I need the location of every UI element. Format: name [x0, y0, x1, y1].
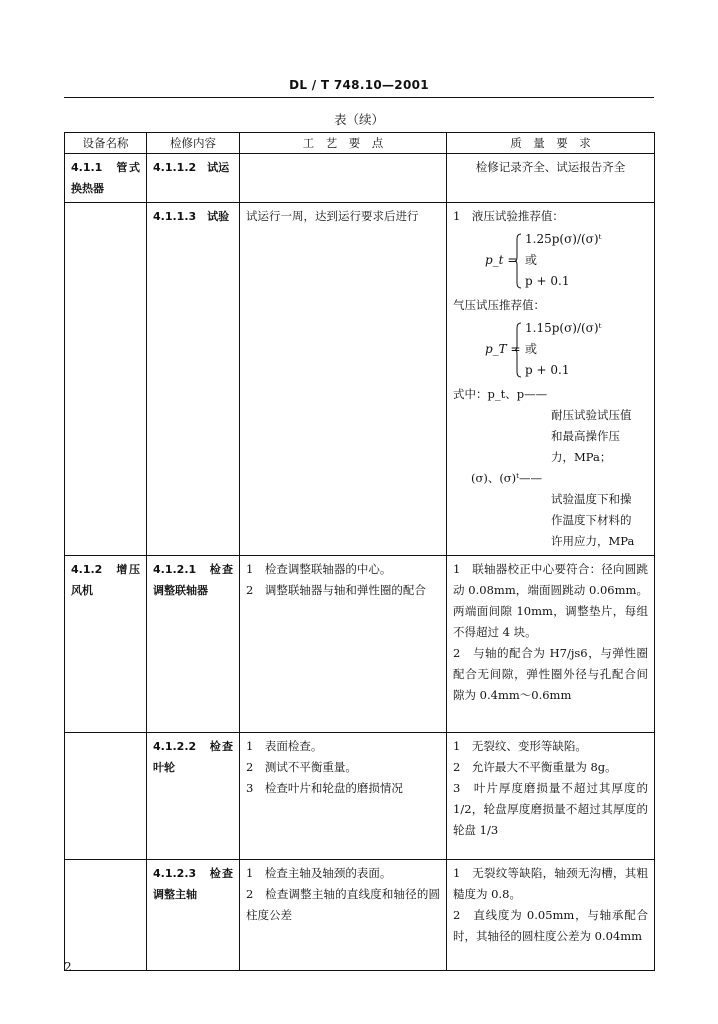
quality-text: 2 允许最大不平衡重量为 8g。 [453, 760, 617, 774]
quality-text: 1 联轴器校正中心要符合：径向圆跳动 0.08mm，端面圆跳动 0.06mm。两端面间隙 10mm，调整垫片，每组不得超过 4 块。 [453, 562, 648, 639]
cell-item [147, 556, 240, 733]
running-header: DL / T 748.10—2001 [289, 78, 429, 92]
quality-text: 检修记录齐全、试运报告齐全 [475, 160, 626, 174]
formula-line: 或 [525, 253, 538, 267]
cell-equipment [65, 556, 147, 733]
process-text: 3 检查叶片和轮盘的磨损情况 [246, 781, 403, 795]
col-header-quality: 质 量 要 求 [447, 133, 655, 154]
process-text: 1 表面检查。 [246, 739, 323, 753]
item-text: 4.1.2.1 检查调整联轴器 [153, 563, 233, 597]
table-caption: 表（续） [333, 112, 384, 127]
where-text: 和最高操作压 [551, 429, 620, 443]
formula-line: 1.15p(σ)/(σ)ᵗ [525, 321, 602, 335]
item-text: 4.1.1.2 试运 [153, 161, 230, 174]
formula-gas [453, 318, 648, 382]
page-number: 2 [64, 960, 72, 974]
table-row [65, 154, 655, 203]
cell-quality [447, 860, 655, 971]
cell-quality [447, 556, 655, 733]
cell-equipment [65, 154, 147, 203]
table-row [65, 556, 655, 733]
cell-quality [447, 154, 655, 203]
formula-line: 或 [525, 342, 538, 356]
cell-equipment [65, 860, 147, 971]
where-label: 式中：p_t、p—— [453, 387, 548, 401]
cell-item [147, 203, 240, 556]
formula-lhs: p_t = [485, 253, 518, 267]
quality-text: 2 与轴的配合为 H7/js6，与弹性圈配合无间隙，弹性圈外径与孔配合间隙为 0.4mm～0.6mm [453, 646, 648, 702]
quality-text: 3 叶片厚度磨损量不超过其厚度的 1/2，轮盘厚度磨损量不超过其厚度的轮盘 1/3 [453, 781, 648, 837]
process-text: 1 检查主轴及轴颈的表面。 [246, 866, 392, 880]
formula-line: p + 0.1 [525, 363, 570, 377]
formula-lhs: p_T = [485, 342, 521, 356]
table-row [65, 733, 655, 860]
item-text: 4.1.1.3 试验 [153, 210, 230, 223]
maintenance-table [64, 132, 655, 971]
brace-icon [515, 233, 521, 289]
quality-text: 2 直线度为 0.05mm，与轴承配合时，其轴径的圆柱度公差为 0.04mm [453, 908, 648, 943]
formula-line: p + 0.1 [525, 274, 570, 288]
item-text: 4.1.2.2 检查叶轮 [153, 740, 233, 774]
cell-process [240, 154, 447, 203]
table-row [65, 860, 655, 971]
col-header-process: 工 艺 要 点 [240, 133, 447, 154]
cell-process [240, 203, 447, 556]
table-row [65, 203, 655, 556]
where-text: 试验温度下和操 [551, 492, 632, 506]
gas-test-label: 气压试压推荐值： [453, 298, 545, 312]
cell-item [147, 860, 240, 971]
hydro-test-label: 1 液压试验推荐值： [453, 209, 564, 223]
equipment-text: 4.1.1 管式换热器 [71, 161, 140, 195]
cell-item [147, 154, 240, 203]
where-label: (σ)、(σ)ᵗ—— [471, 471, 542, 485]
cell-item [147, 733, 240, 860]
cell-quality [447, 203, 655, 556]
col-header-item: 检修内容 [147, 133, 240, 154]
header-rule [64, 97, 654, 98]
cell-process [240, 733, 447, 860]
cell-equipment [65, 203, 147, 556]
where-text: 作温度下材料的 [551, 513, 632, 527]
cell-quality [447, 733, 655, 860]
table-header-row [65, 133, 655, 154]
quality-text: 1 无裂纹等缺陷，轴颈无沟槽，其粗糙度为 0.8。 [453, 866, 648, 901]
process-text: 2 检查调整主轴的直线度和轴径的圆柱度公差 [246, 887, 440, 922]
item-text: 4.1.2.3 检查调整主轴 [153, 867, 233, 901]
process-text: 试运行一周，达到运行要求后进行 [246, 209, 419, 223]
col-header-equipment: 设备名称 [65, 133, 147, 154]
process-text: 1 检查调整联轴器的中心。 [246, 562, 392, 576]
brace-icon [515, 322, 521, 378]
quality-text: 1 无裂纹、变形等缺陷。 [453, 739, 587, 753]
cell-process [240, 860, 447, 971]
formula-line: 1.25p(σ)/(σ)ᵗ [525, 232, 602, 246]
process-text: 2 测试不平衡重量。 [246, 760, 357, 774]
cell-equipment [65, 733, 147, 860]
where-text: 许用应力，MPa [551, 534, 635, 548]
formula-hydro [453, 229, 648, 293]
process-text: 2 调整联轴器与轴和弹性圈的配合 [246, 583, 426, 597]
equipment-text: 4.1.2 增压风机 [71, 563, 140, 597]
cell-process [240, 556, 447, 733]
where-text: 力，MPa； [551, 450, 612, 464]
where-text: 耐压试验试压值 [551, 408, 632, 422]
